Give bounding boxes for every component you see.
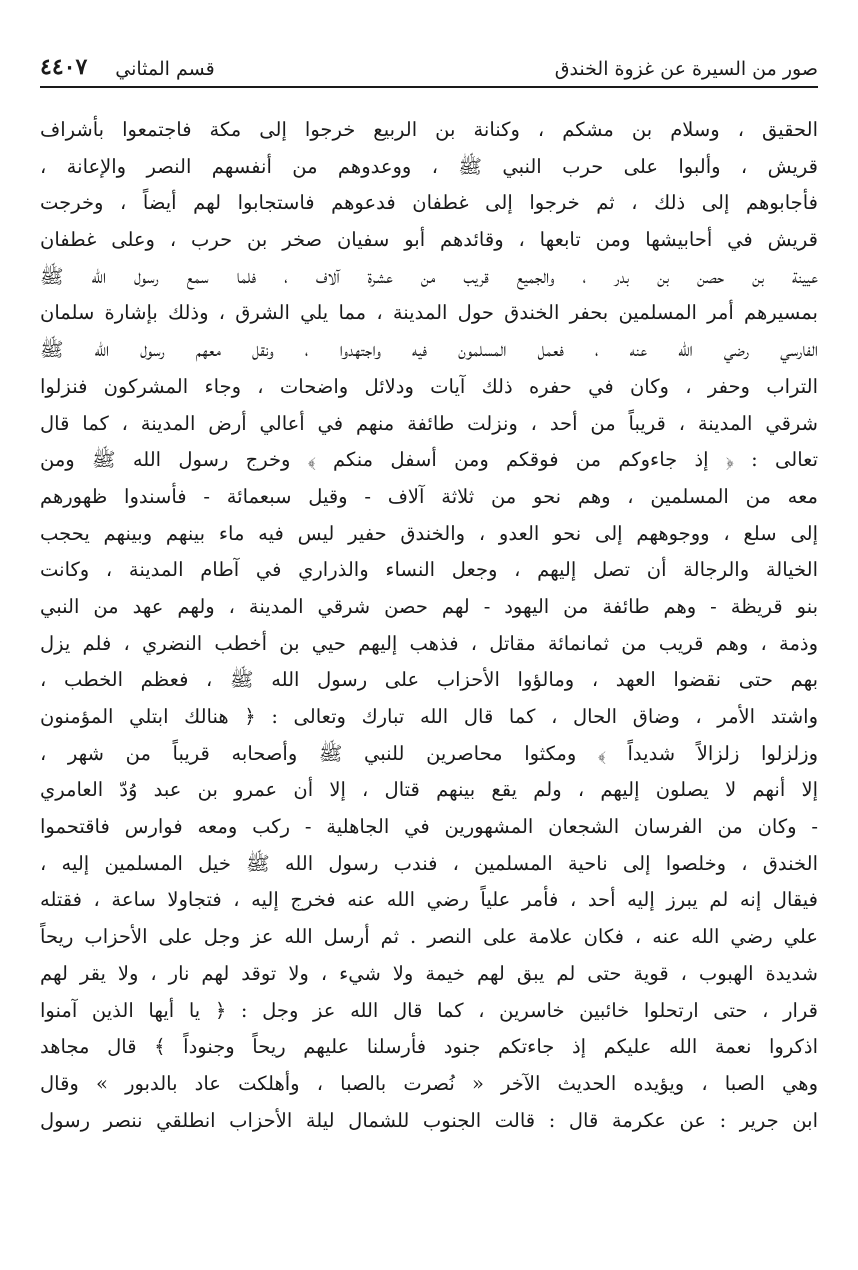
text-line: وزلزلوا زلزالاً شديداً ﴾ ومكثوا محاصرين للنبي ﷺ وأصحابه قريباً من شهر ، — [40, 741, 818, 765]
text-line: تعالى : ﴿ إذ جاءوكم من فوقكم ومن أسفل منكم ﴾ وخرج رسول الله ﷺ ومن — [40, 448, 818, 472]
text-line: واشتد الأمر ، وضاق الحال ، كما قال الله تبارك وتعالى : ﴿ هنالك ابتلي المؤمنون — [40, 705, 818, 728]
text-line: قريش ، وألبوا على حرب النبي ﷺ ، ووعدوهم من أنفسهم النصر والإعانة ، — [40, 154, 818, 178]
text-line: التراب وحفر ، وكان في حفره ذلك آيات ودلائل واضحات ، وجاء المشركون فنزلوا — [40, 374, 818, 398]
chapter-title: صور من السيرة عن غزوة الخندق — [554, 58, 818, 80]
text-line: ابن جرير : عن عكرمة قال : قالت الجنوب للشمال ليلة الأحزاب انطلقي ننصر رسول — [40, 1108, 818, 1132]
text-line: إلا أنهم لا يصلون إليهم ، ولم يقع بينهم قتال ، إلا أن عمرو بن عبد وُدّ العامري — [40, 778, 818, 802]
text-line: بهم حتى نقضوا العهد ، ومالؤوا الأحزاب على رسول الله ﷺ ، فعظم الخطب ، — [40, 668, 818, 692]
section-label: قسم المثاني — [115, 58, 215, 80]
text-line: عيينة بن حصن بن بدر ، والجميع قريب من عشرة آلاف ، فلما سمع رسول الله ﷺ — [40, 264, 818, 288]
text-line: اذكروا نعمة الله عليكم إذ جاءتكم جنود فأرسلنا عليهم ريحاً وجنوداً ﴾ قال مجاهد — [40, 1035, 818, 1059]
text-line: الخيالة والرجالة أن تصل إليهم ، وجعل النساء والذراري في آطام المدينة ، وكانت — [40, 558, 818, 582]
text-line: قرار ، حتى ارتحلوا خائبين خاسرين ، كما قال الله عز وجل : ﴿ يا أيها الذين آمنوا — [40, 998, 818, 1022]
body-text — [40, 112, 818, 1139]
text-line: بنو قريظة - وهم طائفة من اليهود - لهم حصن شرقي المدينة ، ولهم عهد من النبي — [40, 594, 818, 618]
text-line: بمسيرهم أمر المسلمين بحفر الخندق حول المدينة ، مما يلي الشرق ، وذلك بإشارة سلمان — [40, 301, 818, 325]
text-line: الفارسي رضي الله عنه ، فعمل المسلمون فيه واجتهدوا ، ونقل معهم رسول الله ﷺ — [40, 338, 818, 362]
header-meta — [40, 54, 215, 80]
text-line: وهي الصبا ، ويؤيده الحديث الآخر « نُصرت بالصبا ، وأهلكت عاد بالدبور » وقال — [40, 1071, 818, 1095]
text-line: - وكان من الفرسان الشجعان المشهورين في الجاهلية - ركب ومعه فوارس فاقتحموا — [40, 815, 818, 839]
text-line: إلى سلع ، ووجوههم إلى نحو العدو ، والخندق حفير ليس فيه ماء بينهم وبينهم يحجب — [40, 521, 818, 545]
text-line: معه من المسلمين ، وهم نحو من ثلاثة آلاف - وقيل سبعمائة - فأسندوا ظهورهم — [40, 484, 818, 508]
page-number: ٤٤٠٧ — [40, 54, 88, 80]
text-line: الحقيق ، وسلام بن مشكم ، وكنانة بن الربيع خرجوا إلى مكة فاجتمعوا بأشراف — [40, 118, 818, 141]
text-line: وذمة ، وهم قريب من ثمانمائة مقاتل ، فذهب إليهم حيي بن أخطب النضري ، فلم يزل — [40, 631, 818, 655]
text-line: قريش في أحابيشها ومن تابعها ، وقائدهم أبو سفيان صخر بن حرب ، وعلى غطفان — [40, 228, 818, 252]
text-line: الخندق ، وخلصوا إلى ناحية المسلمين ، فندب رسول الله ﷺ خيل المسلمين إليه ، — [40, 851, 818, 875]
text-line: فيقال إنه لم يبرز إليه أحد ، فأمر علياً رضي الله عنه فخرج إليه ، فتجاولا ساعة ، فقتله — [40, 888, 818, 912]
header-divider — [40, 86, 818, 88]
text-line: فأجابوهم إلى ذلك ، ثم خرجوا إلى غطفان فدعوهم فاستجابوا لهم أيضاً ، وخرجت — [40, 191, 818, 215]
running-header — [40, 50, 818, 80]
text-line: شديدة الهبوب ، قوية حتى لم يبق لهم خيمة ولا شيء ، ولا توقد لهم نار ، ولا يقر لهم — [40, 961, 818, 985]
text-line: شرقي المدينة ، قريباً من أحد ، ونزلت طائفة منهم في أعالي أرض المدينة ، كما قال — [40, 411, 818, 435]
text-line: علي رضي الله عنه ، فكان علامة على النصر . ثم أرسل الله عز وجل على الأحزاب ريحاً — [40, 925, 818, 949]
